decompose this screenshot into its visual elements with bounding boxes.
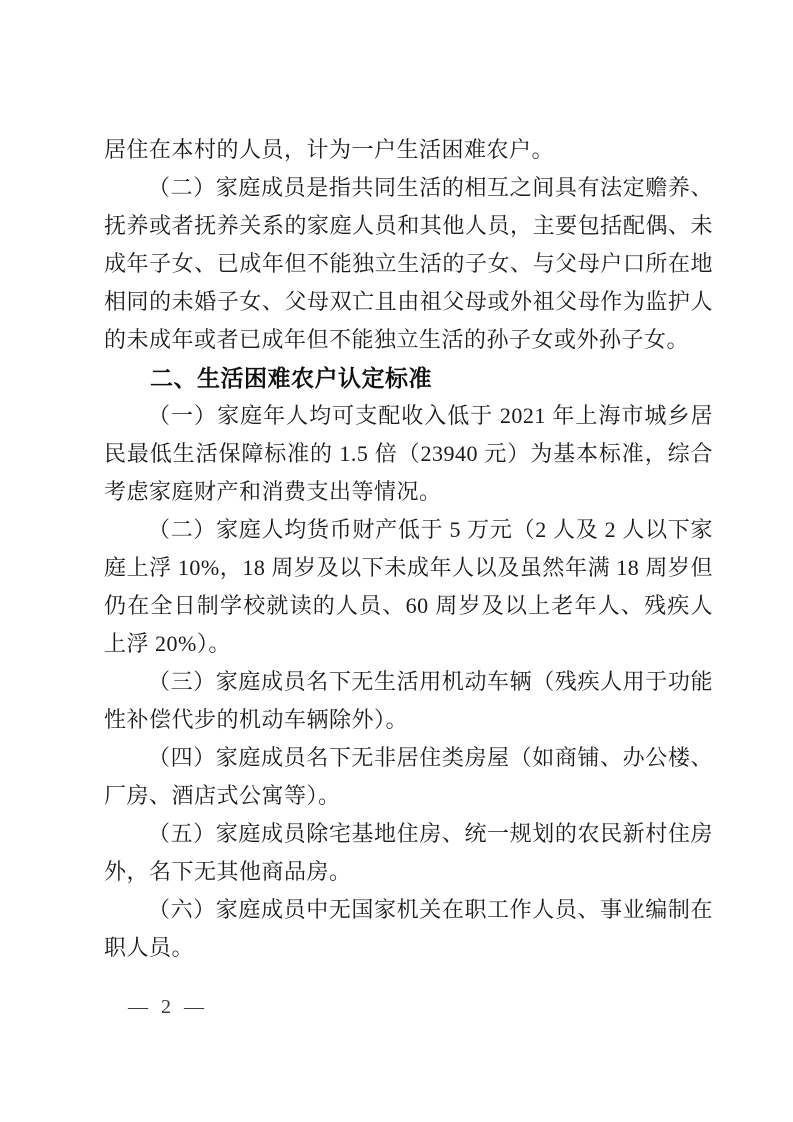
paragraph: （五）家庭成员除宅基地住房、统一规划的农民新村住房外，名下无其他商品房。	[104, 821, 713, 884]
document-body	[104, 131, 713, 967]
paragraph: 居住在本村的人员，计为一户生活困难农户。	[104, 137, 555, 162]
paragraph: （二）家庭成员是指共同生活的相互之间具有法定赡养、抚养或者抚养关系的家庭人员和其他人员，主要包括配偶、未成年子女、已成年但不能独立生活的子女、与父母户口所在地相同的未婚子女、父母双亡且由祖父母或外祖父母作为监护人的未成年或者已成年但不能独立生活的孙子女或外孙子女。	[104, 175, 713, 352]
section-heading: 二、生活困难农户认定标准	[150, 365, 432, 391]
paragraph: （四）家庭成员名下无非居住类房屋（如商铺、办公楼、厂房、酒店式公寓等）。	[104, 745, 713, 808]
paragraph: （一）家庭年人均可支配收入低于 2021 年上海市城乡居民最低生活保障标准的 1.5 倍（23940 元）为基本标准，综合考虑家庭财产和消费支出等情况。	[104, 403, 713, 504]
paragraph: （六）家庭成员中无国家机关在职工作人员、事业编制在职人员。	[104, 897, 713, 960]
page-number: — 2 —	[128, 996, 208, 1018]
paragraph: （三）家庭成员名下无生活用机动车辆（残疾人用于功能性补偿代步的机动车辆除外）。	[104, 669, 713, 732]
paragraph: （二）家庭人均货币财产低于 5 万元（2 人及 2 人以下家庭上浮 10%，18 周岁及以下未成年人以及虽然年满 18 周岁但仍在全日制学校就读的人员、60 周岁及以上老年人、残疾人上浮 20%）。	[104, 517, 713, 656]
